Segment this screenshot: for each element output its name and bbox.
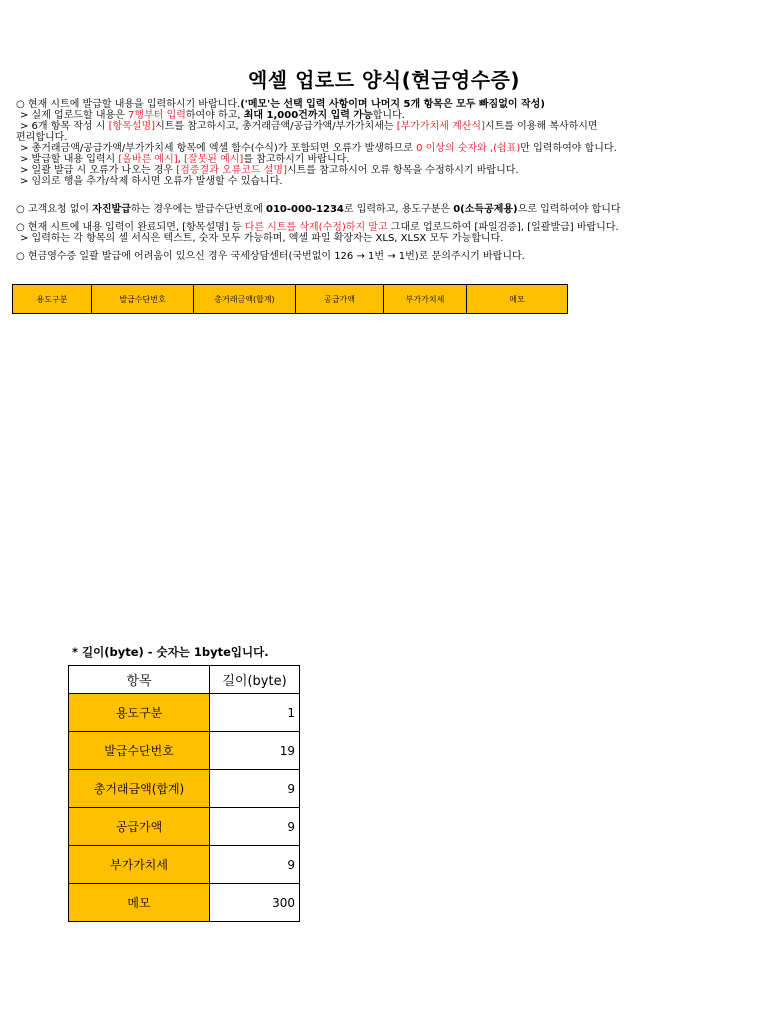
item-cell: 메모 bbox=[69, 884, 210, 922]
note-line: ○ 고객요청 없이 자진발급하는 경우에는 발급수단번호에 010-000-1234로 입력하고, 용도구분은 0(소득공제용)으로 입력하여야 합니다 bbox=[16, 204, 621, 215]
note-line: ○ 현재 시트에 발급할 내용을 입력하시기 바랍니다.('메모'는 선택 입력 사항이며 나머지 5개 항목은 모두 빠짐없이 작성) bbox=[16, 99, 545, 110]
item-cell: 공급가액 bbox=[69, 808, 210, 846]
length-table bbox=[68, 665, 300, 922]
table-row bbox=[69, 846, 300, 884]
upload-header-row bbox=[12, 284, 568, 314]
item-cell: 부가가치세 bbox=[69, 846, 210, 884]
length-note: * 길이(byte) - 숫자는 1byte입니다. bbox=[72, 645, 269, 659]
header-cell[interactable]: 용도구분 bbox=[13, 285, 92, 313]
note-line: > 총거래금액/공급가액/부가가치세 항목에 엑셀 함수(수식)가 포함되면 오류가 발생하므로 0 이상의 숫자와 ,(쉼표)만 입력하여야 합니다. bbox=[20, 143, 617, 154]
length-cell: 9 bbox=[210, 808, 300, 846]
note-line: 편리합니다. bbox=[16, 132, 68, 143]
length-cell: 19 bbox=[210, 732, 300, 770]
table-row bbox=[69, 770, 300, 808]
header-cell[interactable]: 총거래금액(합계) bbox=[194, 285, 296, 313]
note-line: > 일괄 발급 시 오류가 나오는 경우 [검증결과 오류코드 설명]시트를 참고하시어 오류 항목을 수정하시기 바랍니다. bbox=[20, 165, 519, 176]
header-cell[interactable]: 발급수단번호 bbox=[92, 285, 194, 313]
length-cell: 300 bbox=[210, 884, 300, 922]
note-line: ○ 현재 시트에 내용 입력이 완료되면, [항목설명] 등 다른 시트를 삭제(수정)하지 말고 그대로 업로드하여 [파일검증], [일괄발급] 바랍니다. bbox=[16, 222, 619, 233]
table-row bbox=[69, 884, 300, 922]
length-cell: 9 bbox=[210, 846, 300, 884]
header-cell[interactable]: 공급가액 bbox=[296, 285, 384, 313]
instructions bbox=[16, 99, 760, 262]
length-cell: 1 bbox=[210, 694, 300, 732]
note-line: > 입력하는 각 항목의 셀 서식은 텍스트, 숫자 모두 가능하며, 엑셀 파일 확장자는 XLS, XLSX 모두 가능합니다. bbox=[20, 233, 504, 244]
length-cell: 9 bbox=[210, 770, 300, 808]
column-header: 항목 bbox=[69, 666, 210, 694]
item-cell: 용도구분 bbox=[69, 694, 210, 732]
note-line: > 실제 업로드할 내용은 7행부터 입력하여야 하고, 최대 1,000건까지 입력 가능합니다. bbox=[20, 110, 405, 121]
note-line: ○ 현금영수증 일괄 발급에 어려움이 있으신 경우 국세상담센터(국번없이 126 → 1번 → 1번)로 문의주시기 바랍니다. bbox=[16, 251, 525, 262]
header-cell[interactable]: 부가가치세 bbox=[384, 285, 467, 313]
table-row bbox=[69, 694, 300, 732]
header-cell[interactable]: 메모 bbox=[467, 285, 567, 313]
item-cell: 총거래금액(합계) bbox=[69, 770, 210, 808]
table-row bbox=[69, 808, 300, 846]
note-line: > 6개 항목 작성 시 [항목설명]시트를 참고하시고, 총거래금액/공급가액/부가가치세는 [부가가치세 계산식]시트를 이용해 복사하시면 bbox=[20, 121, 598, 132]
table-header-row bbox=[69, 666, 300, 694]
column-header: 길이(byte) bbox=[210, 666, 300, 694]
page-title: 엑셀 업로드 양식(현금영수증) bbox=[247, 68, 521, 92]
note-line: > 발급할 내용 입력시 [올바른 예시], [잘못된 예시]를 참고하시기 바랍니다. bbox=[20, 154, 350, 165]
note-line: > 임의로 행을 추가/삭제 하시면 오류가 발생할 수 있습니다. bbox=[20, 176, 283, 187]
item-cell: 발급수단번호 bbox=[69, 732, 210, 770]
table-row bbox=[69, 732, 300, 770]
